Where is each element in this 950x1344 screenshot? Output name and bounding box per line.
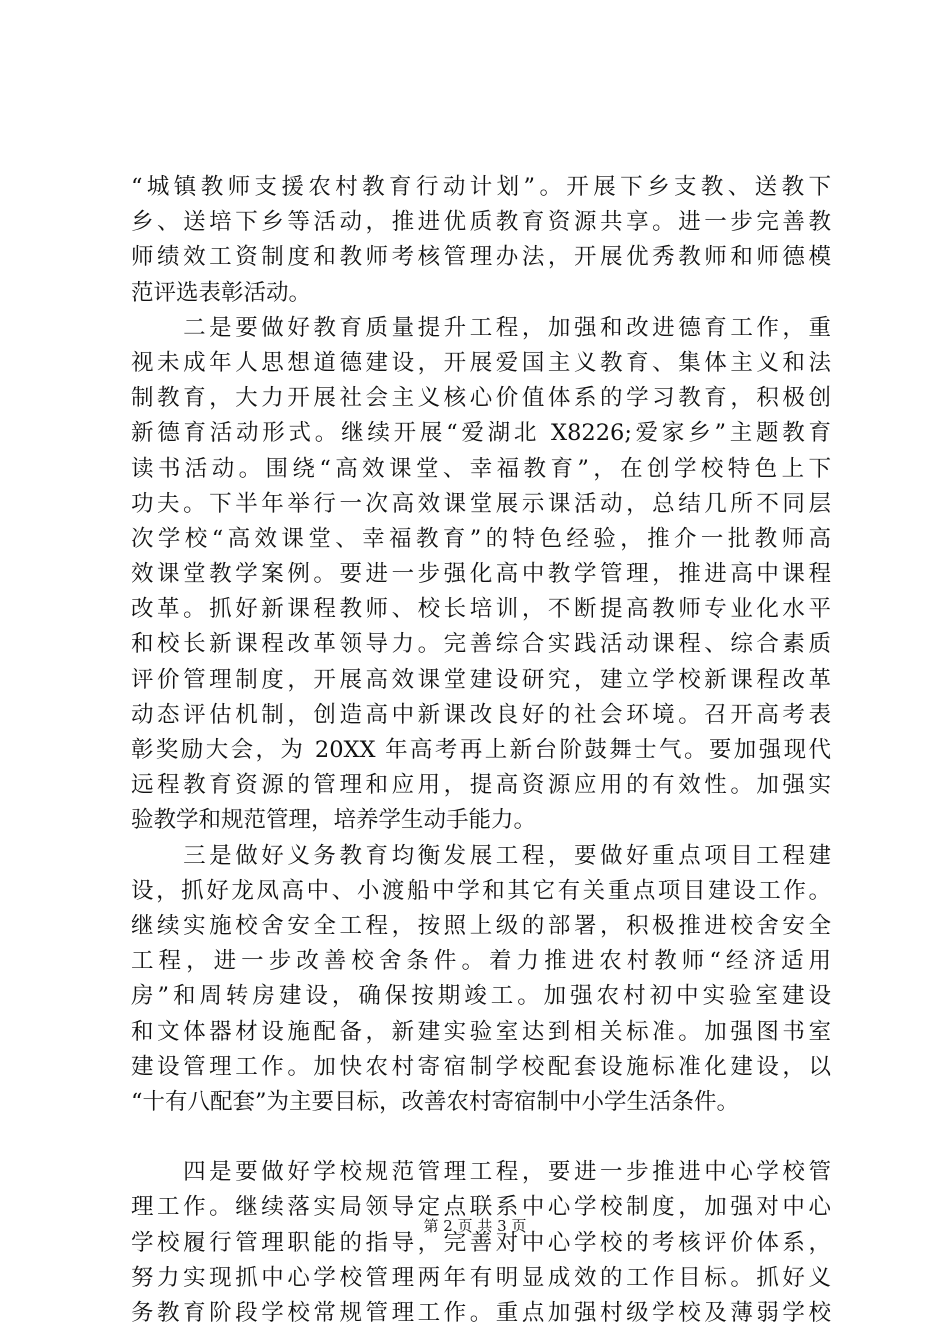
text-line: 房”和周转房建设，确保按期竣工。加强农村初中实验室建设 bbox=[131, 983, 831, 1010]
text-line: 远程教育资源的管理和应用，提高资源应用的有效性。加强实 bbox=[131, 772, 831, 799]
text-line: 设，抓好龙凤高中、小渡船中学和其它有关重点项目建设工作。 bbox=[131, 877, 831, 904]
text-line: 动态评估机制，创造高中新课改良好的社会环境。召开高考表 bbox=[131, 701, 831, 728]
text-line: 评价管理制度，开展高效课堂建设研究，建立学校新课程改革 bbox=[131, 666, 831, 693]
paragraph-2 bbox=[131, 311, 831, 839]
text-line: 工程，进一步改善校舍条件。着力推进农村教师“经济适用 bbox=[131, 948, 831, 975]
text-line: “城镇教师支援农村教育行动计划”。开展下乡支教、送教下 bbox=[131, 174, 831, 200]
text-line: 乡、送培下乡等活动，推进优质教育资源共享。进一步完善教 bbox=[131, 209, 831, 236]
text-line: 务教育阶段学校常规管理工作。重点加强村级学校及薄弱学校 bbox=[131, 1300, 831, 1326]
paragraph-gap bbox=[131, 1120, 831, 1155]
text-line: “十有八配套”为主要目标，改善农村寄宿制中小学生活条件。 bbox=[131, 1088, 740, 1115]
text-line: 和文体器材设施配备，新建实验室达到相关标准。加强图书室 bbox=[131, 1018, 831, 1045]
text-line: 四是要做好学校规范管理工程，要进一步推进中心学校管 bbox=[131, 1159, 831, 1186]
paragraph-3 bbox=[131, 839, 831, 1121]
text-line: 继续实施校舍安全工程，按照上级的部署，积极推进校舍安全 bbox=[131, 912, 831, 939]
text-line: 效课堂教学案例。要进一步强化高中教学管理，推进高中课程 bbox=[131, 561, 831, 588]
text-line: 三是做好义务教育均衡发展工程，要做好重点项目工程建 bbox=[131, 842, 831, 869]
text-line: 彰奖励大会，为 20XX 年高考再上新台阶鼓舞士气。要加强现代 bbox=[131, 737, 831, 763]
text-line: 验教学和规范管理，培养学生动手能力。 bbox=[131, 807, 537, 834]
document-body bbox=[131, 170, 831, 1331]
text-line: 新德育活动形式。继续开展“爱湖北 X8226;爱家乡”主题教育 bbox=[131, 420, 831, 447]
text-line: 视未成年人思想道德建设，开展爱国主义教育、集体主义和法 bbox=[131, 349, 831, 376]
paragraph-4 bbox=[131, 1155, 831, 1331]
text-line: 和校长新课程改革领导力。完善综合实践活动课程、综合素质 bbox=[131, 631, 831, 658]
text-line: 范评选表彰活动。 bbox=[131, 279, 312, 306]
text-line: 次学校“高效课堂、幸福教育”的特色经验，推介一批教师高 bbox=[131, 525, 831, 552]
text-line: 师绩效工资制度和教师考核管理办法，开展优秀教师和师德模 bbox=[131, 244, 831, 271]
text-line: 努力实现抓中心学校管理两年有明显成效的工作目标。抓好义 bbox=[131, 1264, 831, 1291]
text-line: 功夫。下半年举行一次高效课堂展示课活动，总结几所不同层 bbox=[131, 490, 831, 517]
page-footer: 第 2 页 共 3 页 bbox=[423, 1217, 527, 1235]
text-line: 建设管理工作。加快农村寄宿制学校配套设施标准化建设，以 bbox=[131, 1053, 831, 1080]
text-line: 二是要做好教育质量提升工程，加强和改进德育工作，重 bbox=[131, 314, 831, 341]
text-line: 制教育，大力开展社会主义核心价值体系的学习教育，积极创 bbox=[131, 385, 831, 412]
text-line: 理工作。继续落实局领导定点联系中心学校制度，加强对中心 bbox=[131, 1194, 831, 1221]
text-line: 读书活动。围绕“高效课堂、幸福教育”，在创学校特色上下 bbox=[131, 455, 831, 482]
paragraph-1 bbox=[131, 170, 831, 311]
text-line: 学校履行管理职能的指导，完善对中心学校的考核评价体系， bbox=[131, 1229, 831, 1256]
text-line: 改革。抓好新课程教师、校长培训，不断提高教师专业化水平 bbox=[131, 596, 831, 623]
